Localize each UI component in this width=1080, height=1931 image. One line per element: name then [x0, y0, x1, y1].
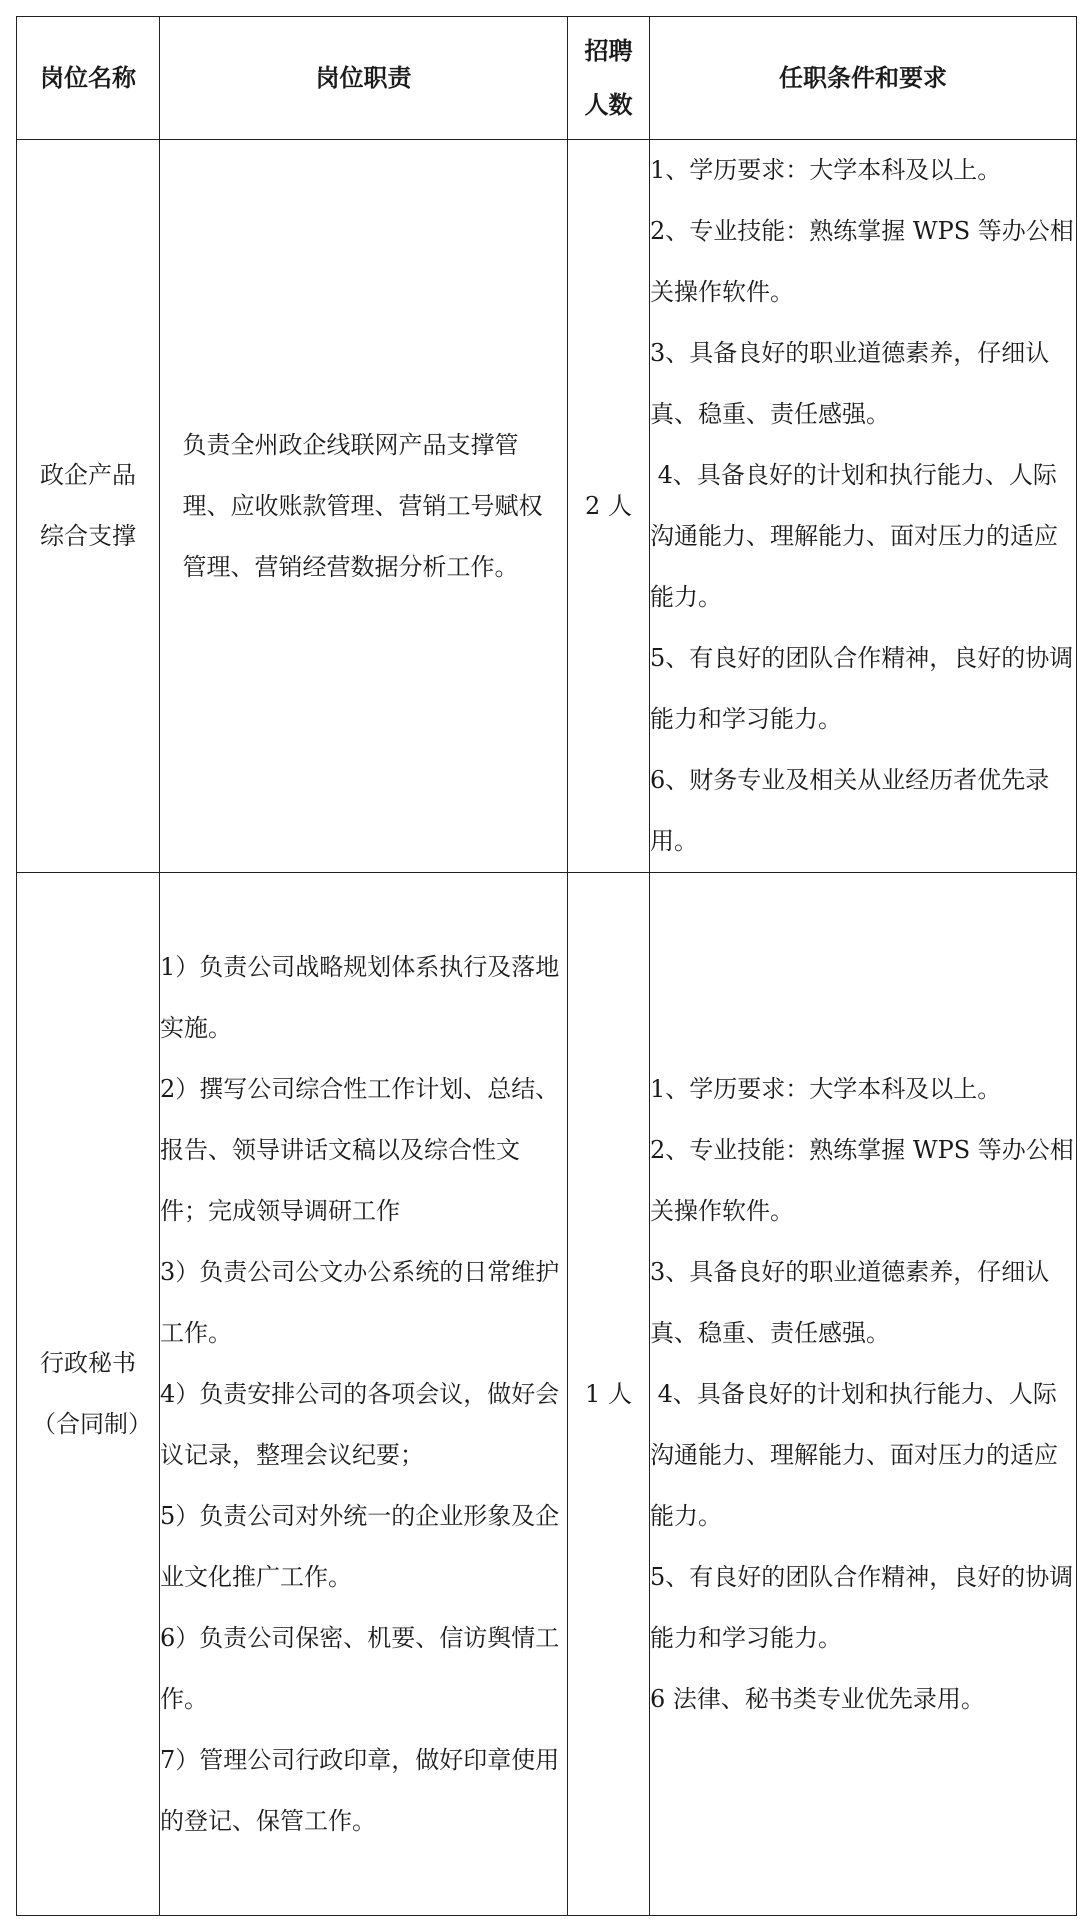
- requirement-item: 3、具备良好的职业道德素养，仔细认真、稳重、责任感强。: [650, 1257, 1050, 1347]
- duty-item: 1）负责公司战略规划体系执行及落地实施。: [160, 952, 560, 1042]
- requirements-cell: [650, 140, 1077, 873]
- duty-item: 5）负责公司对外统一的企业形象及企业文化推广工作。: [160, 1501, 560, 1591]
- position-cell: 行政秘书（合同制）: [17, 873, 160, 1916]
- requirement-item: 2、专业技能：熟练掌握 WPS 等办公相关操作软件。: [650, 217, 1074, 306]
- recruitment-table: [16, 16, 1077, 1916]
- requirement-item: 1、学历要求：大学本科及以上。: [650, 1074, 1002, 1103]
- requirement-item: 3、具备良好的职业道德素养，仔细认真、稳重、责任感强。: [650, 339, 1050, 428]
- requirement-item: 4、具备良好的计划和执行能力、人际沟通能力、理解能力、面对压力的适应能力。: [650, 461, 1058, 611]
- header-count: 招聘人数: [568, 17, 650, 140]
- requirement-item: 5、有良好的团队合作精神，良好的协调能力和学习能力。: [650, 644, 1074, 733]
- duties-cell: 负责全州政企线联网产品支撑管理、应收账款管理、营销工号赋权管理、营销经营数据分析工作。: [160, 140, 568, 873]
- requirement-item: 6 法律、秘书类专业优先录用。: [650, 1684, 985, 1713]
- requirement-item: 1、学历要求：大学本科及以上。: [650, 156, 1002, 184]
- count-cell: 1 人: [568, 873, 650, 1916]
- header-position: 岗位名称: [17, 17, 160, 140]
- duty-item: 2）撰写公司综合性工作计划、总结、报告、领导讲话文稿以及综合性文件；完成领导调研工作: [160, 1074, 560, 1225]
- table-row: [17, 140, 1077, 873]
- requirement-item: 2、专业技能：熟练掌握 WPS 等办公相关操作软件。: [650, 1135, 1074, 1225]
- requirement-item: 5、有良好的团队合作精神，良好的协调能力和学习能力。: [650, 1562, 1074, 1652]
- duties-cell: [160, 873, 568, 1916]
- page: [16, 16, 1076, 1916]
- position-cell: 政企产品综合支撑: [17, 140, 160, 873]
- duty-item: 4）负责安排公司的各项会议，做好会议记录，整理会议纪要；: [160, 1379, 560, 1469]
- requirements-cell: [650, 873, 1077, 1916]
- requirement-item: 4、具备良好的计划和执行能力、人际沟通能力、理解能力、面对压力的适应能力。: [650, 1379, 1058, 1530]
- duty-item: 3）负责公司公文办公系统的日常维护工作。: [160, 1257, 560, 1347]
- duty-item: 7）管理公司行政印章，做好印章使用的登记、保管工作。: [160, 1745, 560, 1835]
- table-row: [17, 873, 1077, 1916]
- header-row: [17, 17, 1077, 140]
- requirement-item: 6、财务专业及相关从业经历者优先录用。: [650, 766, 1050, 855]
- count-cell: 2 人: [568, 140, 650, 873]
- header-duties: 岗位职责: [160, 17, 568, 140]
- header-requirements: 任职条件和要求: [650, 17, 1077, 140]
- duty-item: 6）负责公司保密、机要、信访舆情工作。: [160, 1623, 560, 1713]
